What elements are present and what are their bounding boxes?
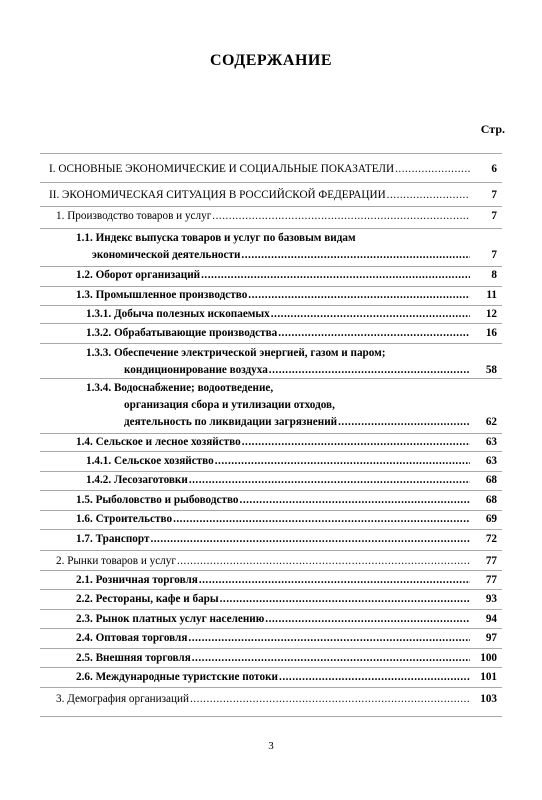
leader-dots xyxy=(192,650,470,667)
leader-dots xyxy=(240,492,470,509)
leader-dots xyxy=(190,691,470,708)
divider xyxy=(40,550,502,551)
divider xyxy=(40,182,502,183)
toc-entry[interactable]: 1.2. Оборот организаций ..... 8 xyxy=(76,267,497,284)
divider xyxy=(40,570,502,571)
leader-dots xyxy=(215,453,470,470)
leader-dots xyxy=(265,611,470,628)
toc-entry[interactable]: 1.3.4. Водоснабжение; водоотведение, организация сбора и утилизации отходов, деятельность по ликвидации загрязнений ..... 62 xyxy=(86,380,497,431)
divider xyxy=(40,609,502,610)
toc-entry[interactable]: 1.4.2. Лесозаготовки ..... 68 xyxy=(86,472,497,489)
toc-entry[interactable]: 2.2. Рестораны, кафе и бары ..... 93 xyxy=(76,591,497,608)
divider xyxy=(40,206,502,207)
toc-entry[interactable]: 2.3. Рынок платных услуг населению ..... 94 xyxy=(76,611,497,628)
divider xyxy=(40,687,502,688)
toc-entry[interactable]: I. ОСНОВНЫЕ ЭКОНОМИЧЕСКИЕ И СОЦИАЛЬНЫЕ ПОКАЗАТЕЛИ ..... 6 xyxy=(49,161,497,178)
toc-entry[interactable]: 1.3.3. Обеспечение электрической энергией, газом и паром; кондиционирование воздуха ..... 58 xyxy=(86,345,497,379)
leader-dots xyxy=(248,287,470,304)
toc-entry[interactable]: 1.3.2. Обрабатывающие производства ..... 16 xyxy=(86,325,497,342)
leader-dots xyxy=(199,572,470,589)
leader-dots xyxy=(177,553,470,570)
toc-entry[interactable]: 1.3.1. Добыча полезных ископаемых ..... 12 xyxy=(86,306,497,323)
toc-entry[interactable]: 2.4. Оптовая торговля ..... 97 xyxy=(76,630,497,647)
divider xyxy=(40,323,502,324)
leader-dots xyxy=(150,531,470,548)
leader-dots xyxy=(201,267,470,284)
divider xyxy=(40,343,502,344)
divider xyxy=(40,451,502,452)
divider xyxy=(40,648,502,649)
toc-entry[interactable]: 2.5. Внешняя торговля ..... 100 xyxy=(76,650,497,667)
divider xyxy=(40,667,502,668)
leader-dots xyxy=(269,362,470,379)
toc-entry[interactable]: 1.3. Промышленное производство ..... 11 xyxy=(76,287,497,304)
leader-dots xyxy=(242,434,470,451)
leader-dots xyxy=(271,306,470,323)
leader-dots xyxy=(279,669,470,686)
leader-dots xyxy=(387,187,470,204)
leader-dots xyxy=(278,325,470,342)
toc-entry[interactable]: 1.1. Индекс выпуска товаров и услуг по базовым видам экономической деятельности ..... 7 xyxy=(76,230,497,264)
leader-dots xyxy=(220,591,470,608)
divider xyxy=(40,153,502,154)
toc-entry[interactable]: 1. Производство товаров и услуг ..... 7 xyxy=(56,208,497,225)
divider xyxy=(40,716,502,717)
leader-dots xyxy=(189,472,470,489)
toc-entry[interactable]: 1.4. Сельское и лесное хозяйство ..... 63 xyxy=(76,434,497,451)
toc-entry[interactable]: 2.6. Международные туристские потоки ..... 101 xyxy=(76,669,497,686)
page-column-header: Стр. xyxy=(480,122,505,136)
leader-dots xyxy=(212,208,470,225)
leader-dots xyxy=(173,511,470,528)
toc-entry[interactable]: II. ЭКОНОМИЧЕСКАЯ СИТУАЦИЯ В РОССИЙСКОЙ ФЕДЕРАЦИИ ..... 7 xyxy=(49,187,497,204)
leader-dots xyxy=(338,414,470,431)
divider xyxy=(40,228,502,229)
toc-entry[interactable]: 1.5. Рыболовство и рыбоводство ..... 68 xyxy=(76,492,497,509)
toc-entry[interactable]: 2.1. Розничная торговля ..... 77 xyxy=(76,572,497,589)
divider xyxy=(40,490,502,491)
toc-title: СОДЕРЖАНИЕ xyxy=(209,52,333,69)
divider xyxy=(40,529,502,530)
toc-entry[interactable]: 1.4.1. Сельское хозяйство ..... 63 xyxy=(86,453,497,470)
leader-dots xyxy=(188,630,470,647)
leader-dots xyxy=(395,161,470,178)
divider xyxy=(40,589,502,590)
toc-entry[interactable]: 2. Рынки товаров и услуг ..... 77 xyxy=(56,553,497,570)
toc-entry[interactable]: 1.6. Строительство ..... 69 xyxy=(76,511,497,528)
toc-entry[interactable]: 1.7. Транспорт ..... 72 xyxy=(76,531,497,548)
toc-entry[interactable]: 3. Демография организаций ..... 103 xyxy=(56,691,497,708)
leader-dots xyxy=(241,247,470,264)
divider xyxy=(40,628,502,629)
page-number: 3 xyxy=(268,740,274,752)
